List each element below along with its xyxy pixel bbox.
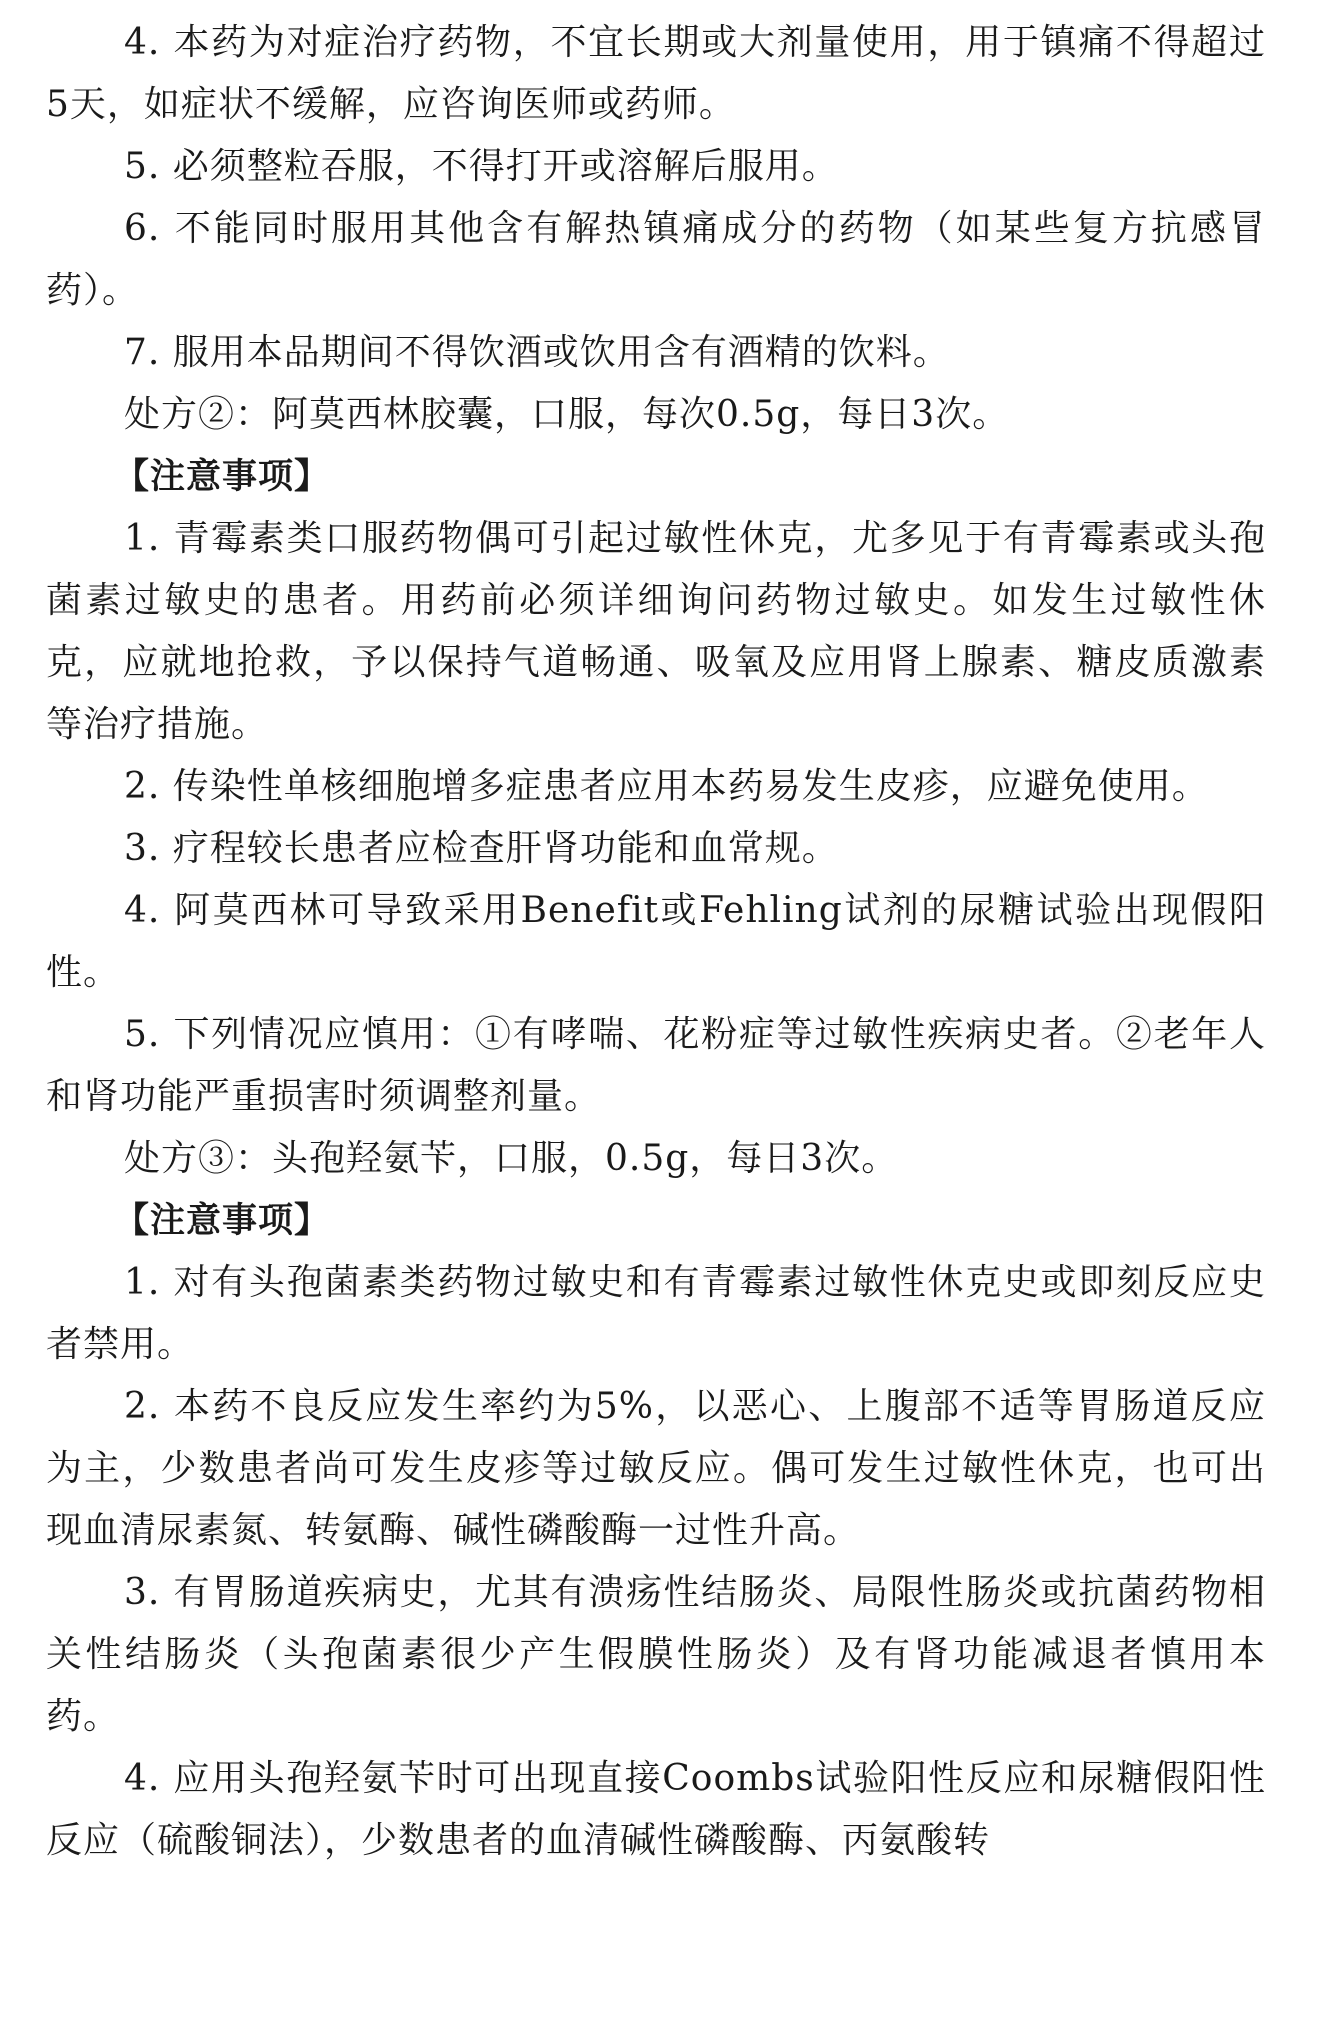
prescription-3: 处方③：头孢羟氨苄，口服，0.5g，每日3次。 — [124, 1138, 899, 1179]
section-heading-precautions-2: 【注意事项】 — [114, 457, 331, 497]
paragraph-amoxicillin-1: 1. 青霉素类口服药物偶可引起过敏性休克，尤多见于有青霉素或头孢菌素过敏史的患者。用药前必须详细询问药物过敏史。如发生过敏性休克，应就地抢救，予以保持气道畅通、吸氧及应用肾上腺素、糖皮质激素等治疗措施。 — [46, 518, 1266, 745]
paragraph-cefadroxil-3: 3. 有胃肠道疾病史，尤其有溃疡性结肠炎、局限性肠炎或抗菌药物相关性结肠炎（头孢菌素很少产生假膜性肠炎）及有肾功能减退者慎用本药。 — [46, 1572, 1266, 1737]
paragraph-amoxicillin-3: 3. 疗程较长患者应检查肝肾功能和血常规。 — [124, 828, 839, 869]
section-heading-precautions-3: 【注意事项】 — [114, 1201, 331, 1241]
paragraph-amoxicillin-2: 2. 传染性单核细胞增多症患者应用本药易发生皮疹，应避免使用。 — [124, 766, 1209, 807]
paragraph-item-5-swallow-whole: 5. 必须整粒吞服，不得打开或溶解后服用。 — [124, 146, 839, 187]
document-page — [46, 12, 1266, 1872]
paragraph-item-4-dosage-limit: 4. 本药为对症治疗药物，不宜长期或大剂量使用，用于镇痛不得超过5天，如症状不缓解，应咨询医师或药师。 — [46, 22, 1266, 125]
paragraph-amoxicillin-4: 4. 阿莫西林可导致采用Benefit或Fehling试剂的尿糖试验出现假阳性。 — [46, 890, 1266, 993]
paragraph-cefadroxil-2: 2. 本药不良反应发生率约为5%，以恶心、上腹部不适等胃肠道反应为主，少数患者尚可发生皮疹等过敏反应。偶可发生过敏性休克，也可出现血清尿素氮、转氨酶、碱性磷酸酶一过性升高。 — [46, 1386, 1266, 1551]
paragraph-cefadroxil-4: 4. 应用头孢羟氨苄时可出现直接Coombs试验阳性反应和尿糖假阳性反应（硫酸铜法），少数患者的血清碱性磷酸酶、丙氨酸转 — [46, 1758, 1266, 1861]
paragraph-item-7-no-alcohol: 7. 服用本品期间不得饮酒或饮用含有酒精的饮料。 — [124, 332, 950, 373]
paragraph-amoxicillin-5: 5. 下列情况应慎用：①有哮喘、花粉症等过敏性疾病史者。②老年人和肾功能严重损害时须调整剂量。 — [46, 1014, 1266, 1117]
paragraph-cefadroxil-1: 1. 对有头孢菌素类药物过敏史和有青霉素过敏性休克史或即刻反应史者禁用。 — [46, 1262, 1266, 1365]
prescription-2: 处方②：阿莫西林胶囊，口服，每次0.5g，每日3次。 — [124, 394, 1010, 435]
paragraph-item-6-no-combination: 6. 不能同时服用其他含有解热镇痛成分的药物（如某些复方抗感冒药）。 — [46, 208, 1266, 311]
